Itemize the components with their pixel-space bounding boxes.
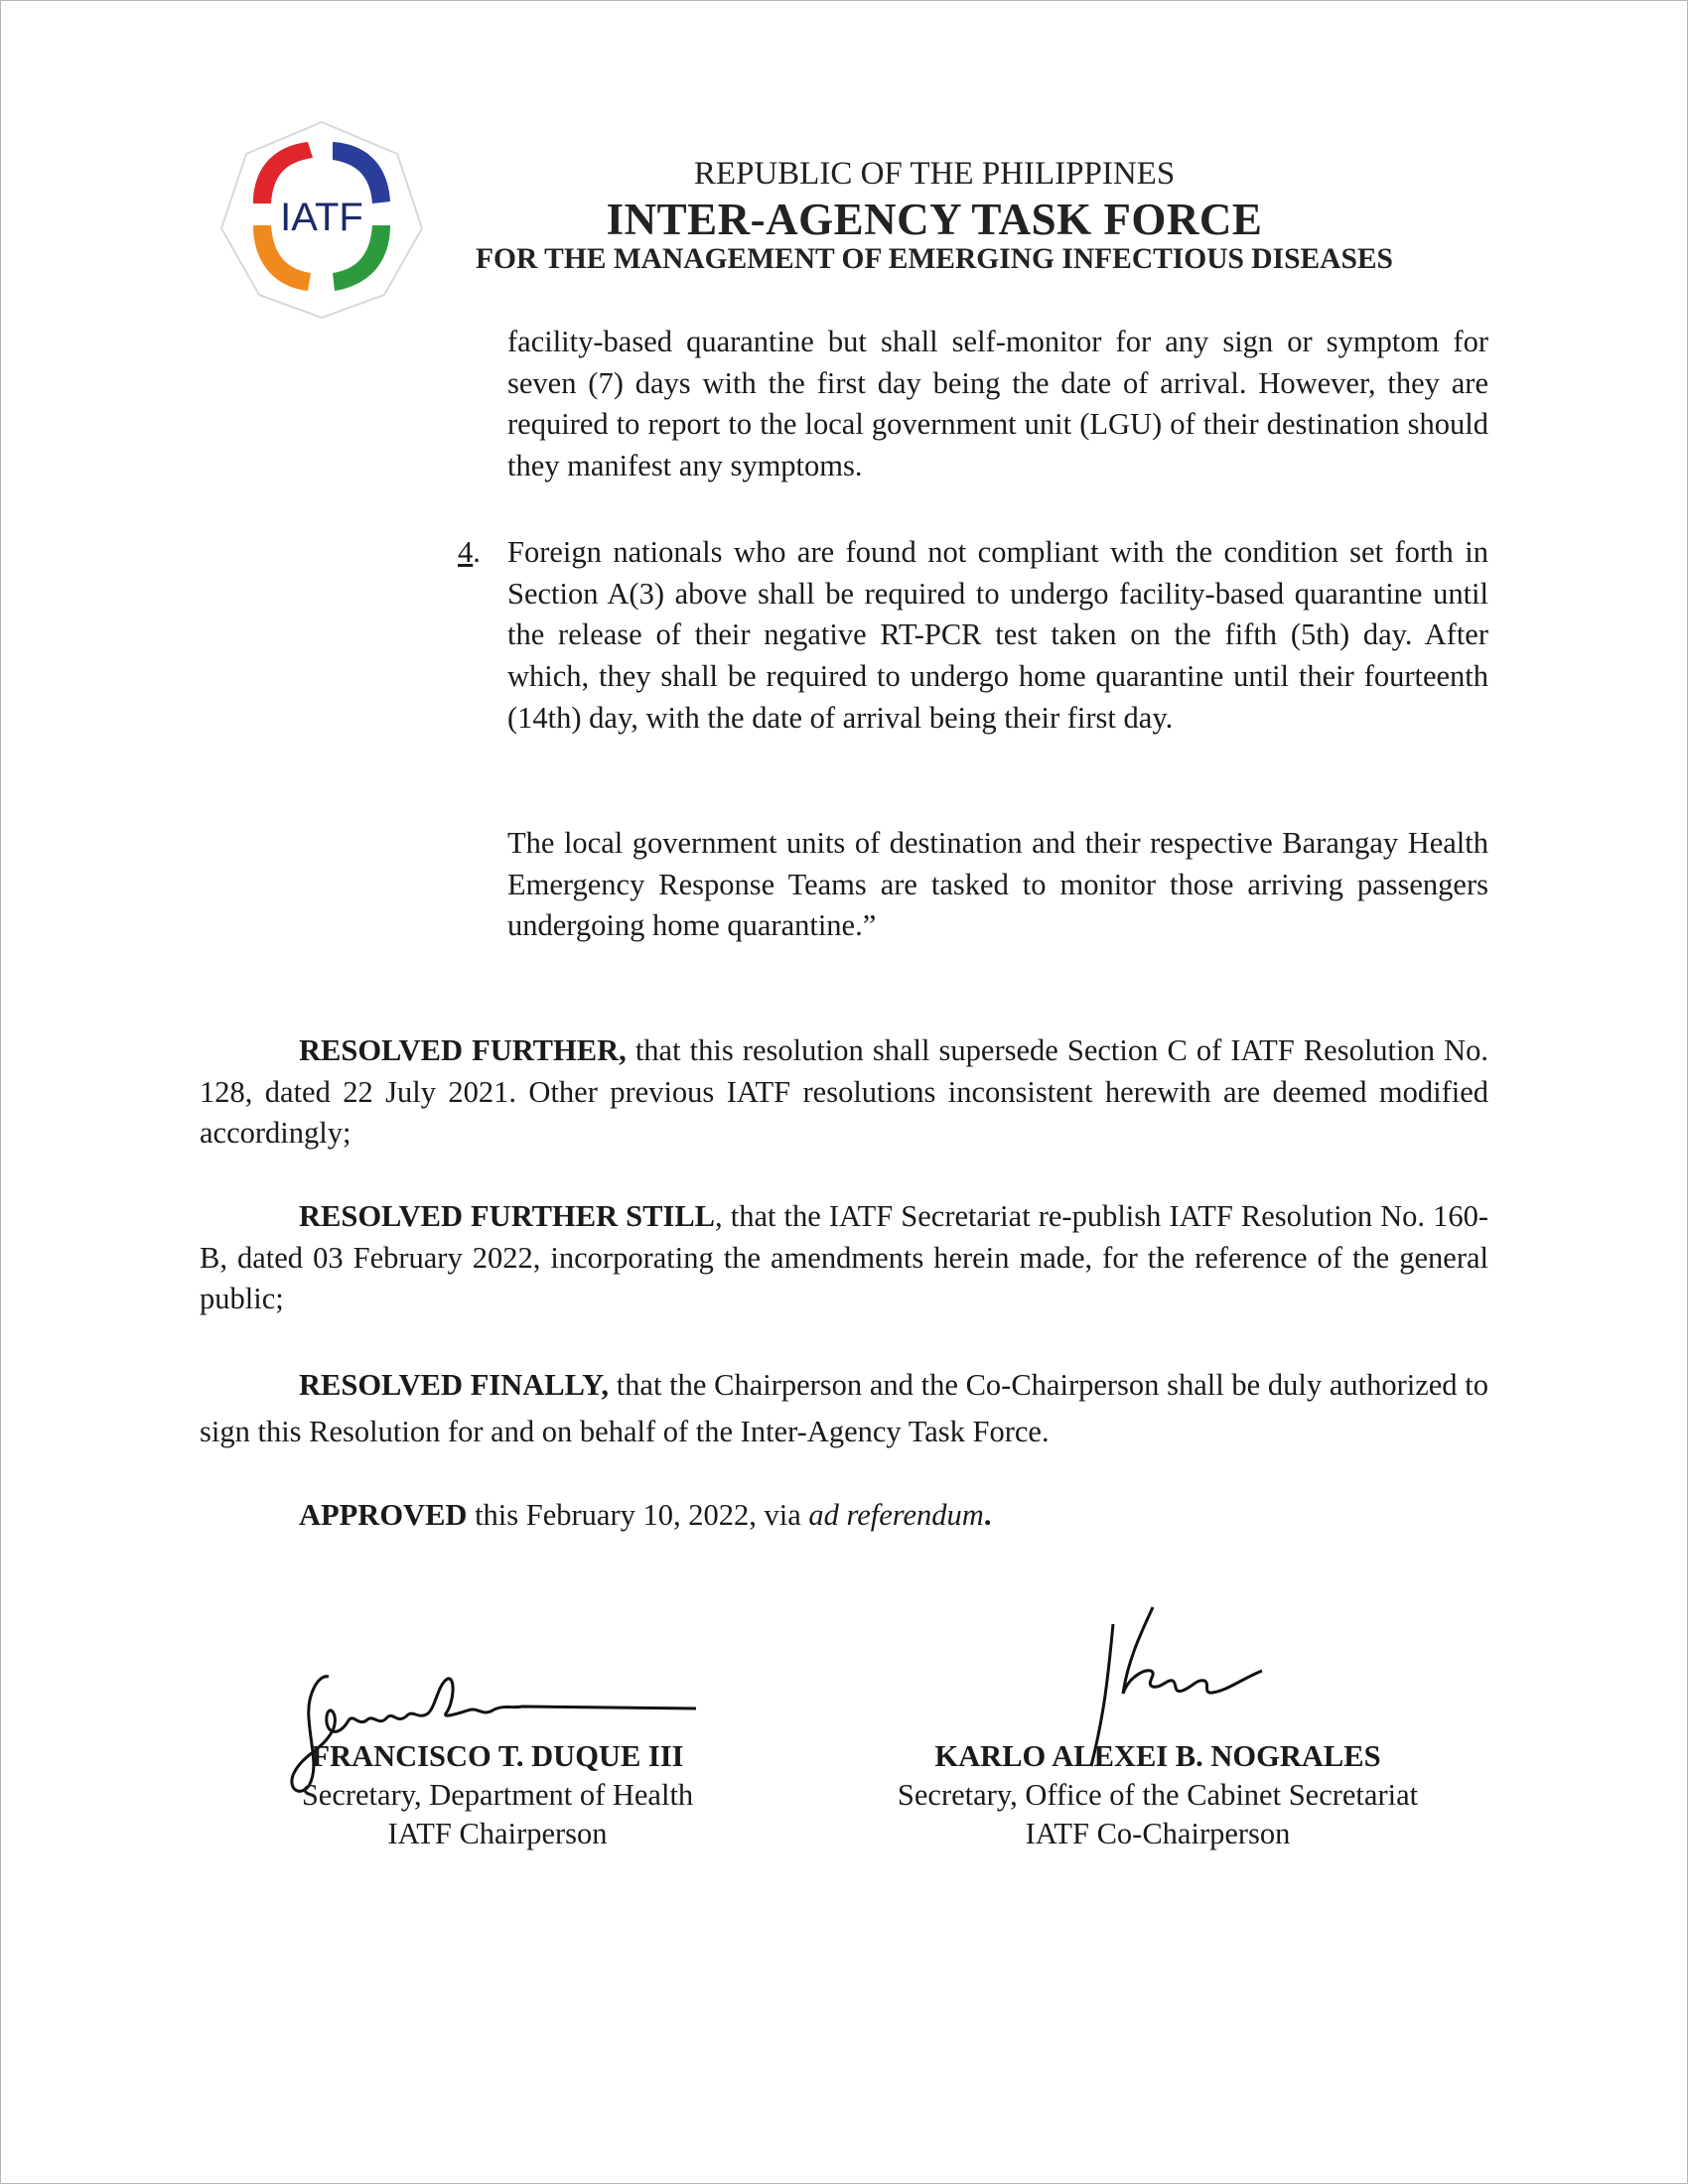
signatory-title: Secretary, Department of Health xyxy=(301,1778,694,1812)
signatory-role: IATF Co-Chairperson xyxy=(1025,1817,1291,1850)
continuation-paragraph: facility-based quarantine but shall self-monitor for any sign or symptom for seven (7) days with the first day being the date of arrival. However, they are required to report to the local government unit (LGU) of their destination should they manifest any symptoms. xyxy=(507,325,1488,483)
logo-text: IATF xyxy=(280,196,363,239)
resolved-finally-lead: RESOLVED FINALLY, xyxy=(299,1368,609,1402)
signatory-name: KARLO ALEXEI B. NOGRALES xyxy=(934,1739,1381,1773)
header-republic: REPUBLIC OF THE PHILIPPINES xyxy=(693,156,1176,192)
lgu-paragraph: The local government units of destination and their respective Barangay Health Emergency Response Teams are tasked to monitor those arriving passengers undergoing home quarantine.” xyxy=(507,826,1488,943)
signatory-name: FRANCISCO T. DUQUE III xyxy=(311,1739,684,1773)
signatory-duque xyxy=(239,1737,756,1853)
approved-line: APPROVED this February 10, 2022, via ad referendum. xyxy=(299,1498,992,1532)
header-task-force: INTER-AGENCY TASK FORCE xyxy=(606,195,1263,244)
header-subtitle: FOR THE MANAGEMENT OF EMERGING INFECTIOUS DISEASES xyxy=(476,243,1393,275)
item-4-text: Foreign nationals who are found not compliant with the condition set forth in Section A(3) above shall be required to undergo facility-based quarantine until the release of their negative RT-PCR test taken on the fifth (5th) day. After which, they shall be required to undergo home quarantine until their fourteenth (14th) day, with the date of arrival being their first day. xyxy=(507,535,1488,735)
item-4-number: 4. xyxy=(458,535,481,569)
resolved-further-still-lead: RESOLVED FURTHER STILL xyxy=(299,1199,716,1233)
resolved-further-lead: RESOLVED FURTHER, xyxy=(299,1033,627,1067)
signatory-title: Secretary, Office of the Cabinet Secretariat xyxy=(897,1778,1419,1812)
resolved-finally-paragraph: RESOLVED FINALLY, that the Chairperson and the Co-Chairperson shall be duly authorized to sign this Resolution for and on behalf of the Inter-Agency Task Force. xyxy=(200,1368,1488,1448)
resolved-further-paragraph: RESOLVED FURTHER, that this resolution shall supersede Section C of IATF Resolution No. 128, dated 22 July 2021. Other previous IATF resolutions inconsistent herewith are deemed modified accordingly; xyxy=(200,1033,1488,1151)
signatory-nograles xyxy=(845,1737,1471,1853)
resolved-further-still-paragraph: RESOLVED FURTHER STILL, that the IATF Secretariat re-publish IATF Resolution No. 160-B, dated 03 February 2022, incorporating the amendments herein made, for the reference of the general public; xyxy=(200,1199,1488,1316)
signatory-role: IATF Chairperson xyxy=(387,1817,608,1850)
iatf-logo xyxy=(213,114,430,323)
